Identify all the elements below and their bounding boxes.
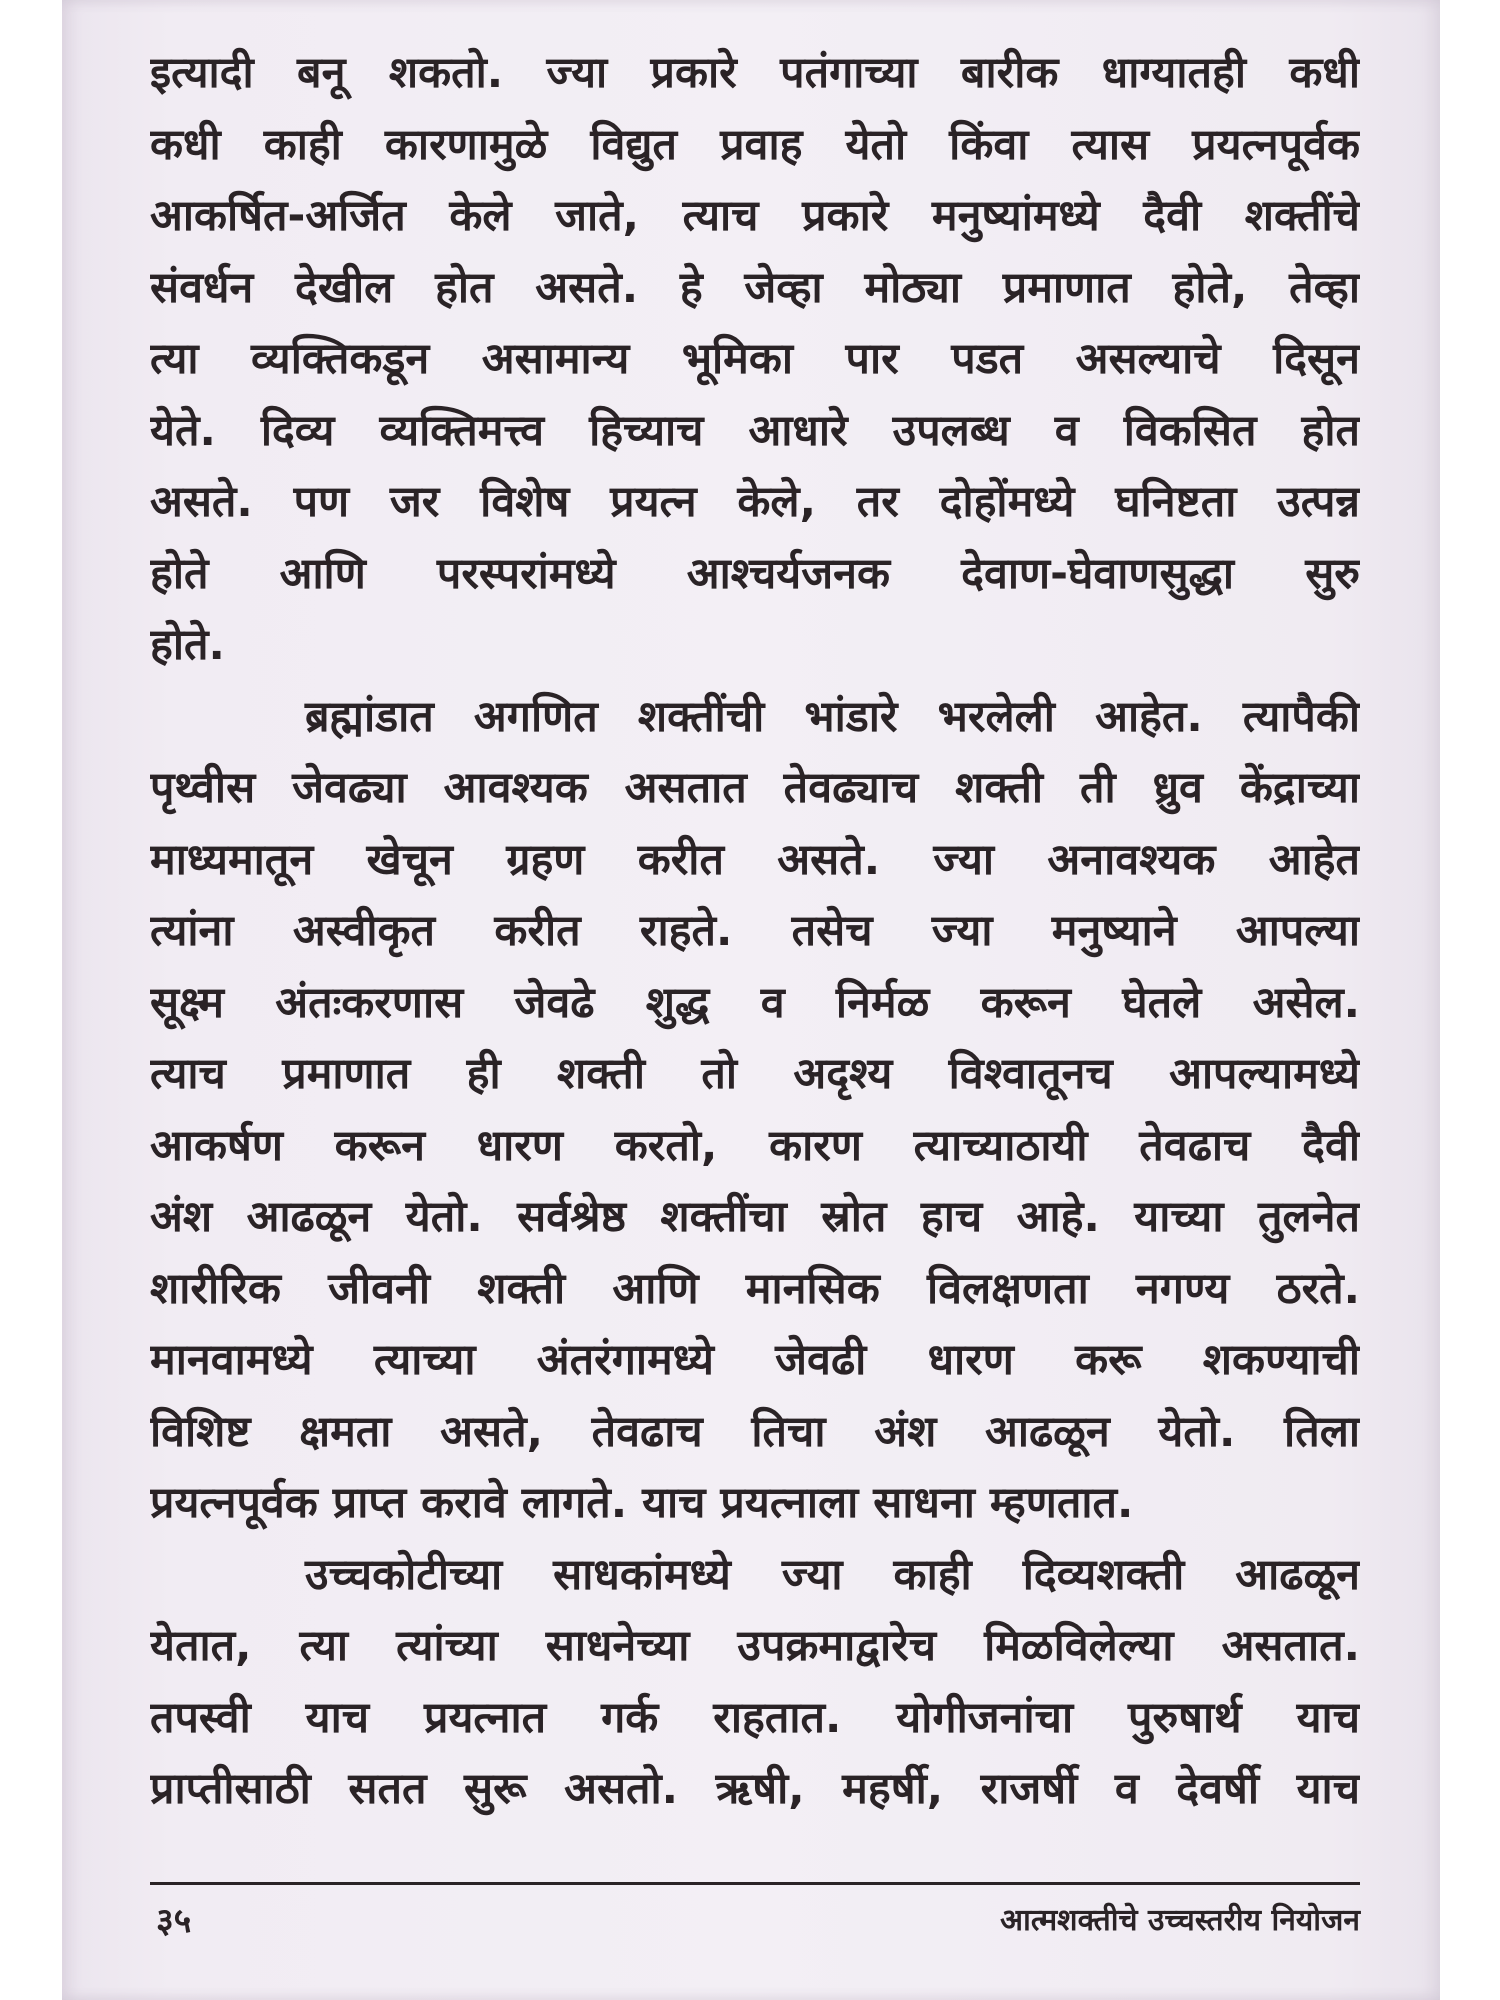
page-footer bbox=[150, 1896, 1360, 1956]
text-line: ब्रह्मांडात अगणित शक्तींची भांडारे भरलेली आहेत. त्यापैकी bbox=[305, 691, 1360, 742]
footer-divider bbox=[150, 1882, 1360, 1885]
page-body-text bbox=[150, 38, 1360, 1826]
text-line: मानवामध्ये त्याच्या अंतरंगामध्ये जेवढी धारण करू शकण्याची bbox=[150, 1335, 1360, 1385]
text-line: होते आणि परस्परांमध्ये आश्चर्यजनक देवाण-घेवाणसुद्धा सुरु bbox=[150, 548, 1360, 599]
text-line: सूक्ष्म अंतःकरणास जेवढे शुद्ध व निर्मळ करून घेतले असेल. bbox=[150, 977, 1360, 1028]
text-line: कधी काही कारणामुळे विद्युत प्रवाह येतो किंवा त्यास प्रयत्नपूर्वक bbox=[150, 119, 1360, 170]
paragraph-3 bbox=[150, 1540, 1360, 1826]
text-line: तपस्वी याच प्रयत्नात गर्क राहतात. योगीजनांचा पुरुषार्थ याच bbox=[150, 1692, 1360, 1743]
text-line: पृथ्वीस जेवढ्या आवश्यक असतात तेवढ्याच शक्ती ती ध्रुव केंद्राच्या bbox=[150, 763, 1360, 813]
text-line: इत्यादी बनू शकतो. ज्या प्रकारे पतंगाच्या बारीक धाग्यातही कधी bbox=[150, 48, 1360, 98]
text-line: अंश आढळून येतो. सर्वश्रेष्ठ शक्तींचा स्रोत हाच आहे. याच्या तुलनेत bbox=[150, 1192, 1360, 1242]
paragraph-1 bbox=[150, 38, 1360, 682]
running-title: आत्मशक्तीचे उच्चस्तरीय नियोजन bbox=[1000, 1903, 1360, 1938]
text-line: त्यांना अस्वीकृत करीत राहते. तसेच ज्या मनुष्याने आपल्या bbox=[150, 906, 1360, 956]
page-number: ३५ bbox=[156, 1901, 192, 1941]
text-line: माध्यमातून खेचून ग्रहण करीत असते. ज्या अनावश्यक आहेत bbox=[150, 834, 1360, 885]
text-line: असते. पण जर विशेष प्रयत्न केले, तर दोहोंमध्ये घनिष्टता उत्पन्न bbox=[150, 477, 1360, 527]
text-line: आकर्षण करून धारण करतो, कारण त्याच्याठायी तेवढाच दैवी bbox=[150, 1120, 1360, 1171]
text-line: त्या व्यक्तिकडून असामान्य भूमिका पार पडत असल्याचे दिसून bbox=[150, 334, 1360, 384]
text-line: येते. दिव्य व्यक्तिमत्त्व हिच्याच आधारे उपलब्ध व विकसित होत bbox=[150, 405, 1360, 456]
text-line: प्रयत्नपूर्वक प्राप्त करावे लागते. याच प्रयत्नाला साधना म्हणतात. bbox=[150, 1478, 1134, 1528]
text-line: संवर्धन देखील होत असते. हे जेव्हा मोठ्या प्रमाणात होते, तेव्हा bbox=[150, 262, 1360, 313]
paragraph-2 bbox=[150, 682, 1360, 1540]
text-line: प्राप्तीसाठी सतत सुरू असतो. ऋषी, महर्षी, राजर्षी व देवर्षी याच bbox=[150, 1764, 1360, 1814]
text-line: विशिष्ट क्षमता असते, तेवढाच तिचा अंश आढळून येतो. तिला bbox=[150, 1406, 1360, 1457]
text-line: आकर्षित-अर्जित केले जाते, त्याच प्रकारे मनुष्यांमध्ये दैवी शक्तींचे bbox=[150, 191, 1360, 241]
text-line: उच्चकोटीच्या साधकांमध्ये ज्या काही दिव्यशक्ती आढळून bbox=[305, 1549, 1360, 1600]
text-line: त्याच प्रमाणात ही शक्ती तो अदृश्य विश्वातूनच आपल्यामध्ये bbox=[150, 1049, 1360, 1099]
text-line: शारीरिक जीवनी शक्ती आणि मानसिक विलक्षणता नगण्य ठरते. bbox=[150, 1263, 1360, 1314]
text-line: होते. bbox=[150, 620, 225, 670]
text-line: येतात, त्या त्यांच्या साधनेच्या उपक्रमाद्वारेच मिळविलेल्या असतात. bbox=[150, 1621, 1360, 1671]
